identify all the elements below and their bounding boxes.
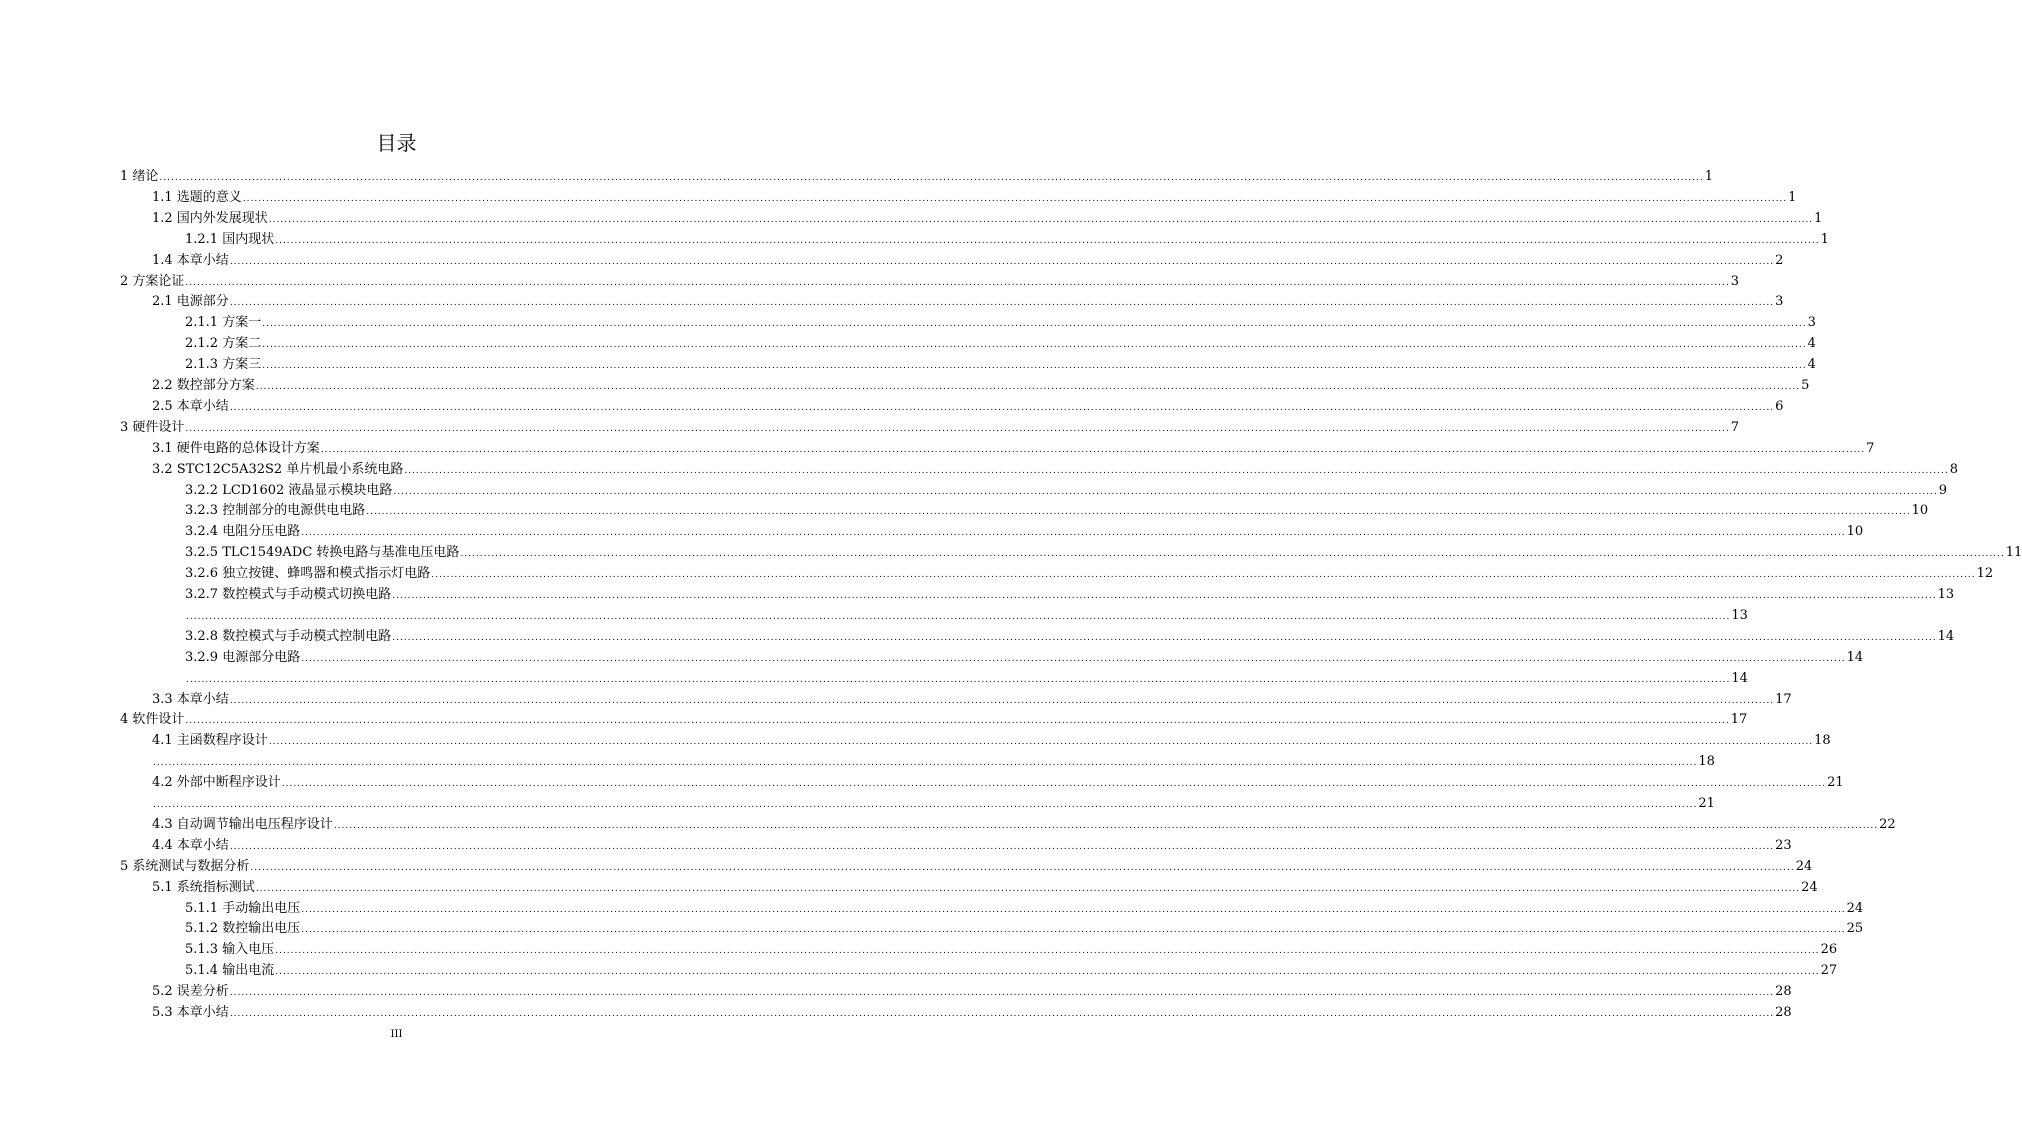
- page-number: III: [390, 1029, 403, 1040]
- toc-entry-label: 2 方案论证: [120, 273, 185, 289]
- toc-entry-page: 24: [1795, 858, 1813, 874]
- toc-leader-dots: ................................................................................................................................................................................................................................................................................................................................................................................................................: [275, 235, 1820, 246]
- toc-leader-dots: ................................................................................................................................................................................................................................................................................................................................................................................................................: [153, 800, 1698, 810]
- toc-leader-dots: ................................................................................................................................................................................................................................................................................................................................................................................................................: [393, 486, 1938, 497]
- toc-entry-label: 4 软件设计: [120, 712, 185, 728]
- toc-entry[interactable]: [152, 687, 1792, 708]
- toc-entry-page: 1: [1704, 169, 1714, 184]
- toc-leader-dots: ................................................................................................................................................................................................................................................................................................................................................................................................................: [185, 277, 1730, 288]
- toc-entry-label: 4.1 主函数程序设计: [152, 733, 268, 749]
- toc-entry-label: 3 硬件设计: [120, 419, 185, 435]
- toc-entry-label: 4.4 本章小结: [152, 837, 229, 853]
- toc-entry[interactable]: [185, 519, 1864, 540]
- toc-entry-page: 3: [1775, 294, 1784, 310]
- toc-leader-dots: ................................................................................................................................................................................................................................................................................................................................................................................................................: [301, 528, 1846, 539]
- toc-entry-page: 17: [1730, 712, 1748, 728]
- toc-entry-label: 2.1 电源部分: [152, 294, 229, 310]
- toc-entry[interactable]: [152, 812, 1896, 833]
- toc-leader-dots: ................................................................................................................................................................................................................................................................................................................................................................................................................: [392, 632, 1937, 643]
- toc-entry[interactable]: [152, 749, 1715, 770]
- toc-entry-page: 26: [1820, 942, 1838, 958]
- page-title: 目录: [376, 131, 417, 155]
- toc-leader-dots: ................................................................................................................................................................................................................................................................................................................................................................................................................: [229, 402, 1775, 413]
- toc-leader-dots: ................................................................................................................................................................................................................................................................................................................................................................................................................: [242, 193, 1788, 204]
- toc-entry[interactable]: [120, 854, 1813, 875]
- toc-entry-label: 5.1.2 数控输出电压: [185, 921, 301, 937]
- toc-leader-dots: ................................................................................................................................................................................................................................................................................................................................................................................................................: [185, 716, 1730, 727]
- toc-entry[interactable]: [120, 269, 1740, 290]
- toc-entry-page: 28: [1775, 984, 1792, 1000]
- toc-entry-page: 18: [1698, 754, 1715, 770]
- toc-leader-dots: ................................................................................................................................................................................................................................................................................................................................................................................................................: [186, 611, 1731, 622]
- toc-leader-dots: ................................................................................................................................................................................................................................................................................................................................................................................................................: [301, 904, 1846, 915]
- toc-entry[interactable]: [152, 206, 1823, 227]
- toc-entry-label: 5.2 误差分析: [152, 984, 229, 1000]
- toc-entry[interactable]: [185, 624, 1955, 645]
- toc-entry[interactable]: [185, 937, 1838, 958]
- toc-entry[interactable]: [185, 310, 1816, 331]
- toc-entry-label: 3.2.9 电源部分电路: [185, 649, 301, 665]
- toc-entry-page: 22: [1879, 816, 1896, 832]
- toc-entry-page: 4: [1807, 336, 1816, 352]
- toc-entry-label: 5.1.1 手动输出电压: [185, 900, 301, 916]
- toc-leader-dots: ................................................................................................................................................................................................................................................................................................................................................................................................................: [255, 382, 1801, 392]
- toc-entry[interactable]: [152, 791, 1715, 812]
- toc-leader-dots: ................................................................................................................................................................................................................................................................................................................................................................................................................: [268, 737, 1814, 748]
- toc-entry-label: 2.2 数控部分方案: [152, 378, 255, 393]
- toc-entry-label: 3.2.7 数控模式与手动模式切换电路: [185, 587, 392, 602]
- toc-entry[interactable]: [185, 227, 1829, 248]
- toc-entry-page: 13: [1731, 607, 1748, 623]
- toc-leader-dots: ................................................................................................................................................................................................................................................................................................................................................................................................................: [392, 591, 1937, 601]
- toc-entry-label: 3.2 STC12C5A32S2 单片机最小系统电路: [152, 461, 404, 477]
- toc-entry-page: 12: [1976, 566, 1994, 582]
- toc-entry[interactable]: [185, 331, 1816, 352]
- toc-entry[interactable]: [185, 916, 1864, 937]
- toc-entry-label: 2.1.3 方案三: [185, 357, 262, 373]
- toc-entry[interactable]: [185, 561, 1994, 582]
- toc-entry[interactable]: [185, 958, 1838, 979]
- toc-leader-dots: ................................................................................................................................................................................................................................................................................................................................................................................................................: [229, 1009, 1775, 1019]
- toc-entry[interactable]: [185, 645, 1864, 666]
- toc-entry-page: 7: [1866, 440, 1875, 456]
- toc-leader-dots: ................................................................................................................................................................................................................................................................................................................................................................................................................: [262, 340, 1807, 351]
- toc-entry-page: 24: [1801, 879, 1818, 895]
- toc-entry[interactable]: [185, 896, 1864, 917]
- toc-entry-page: 14: [1937, 628, 1955, 644]
- toc-entry[interactable]: [152, 394, 1784, 415]
- toc-entry-label: 2.1.2 方案二: [185, 336, 262, 352]
- toc-leader-dots: ................................................................................................................................................................................................................................................................................................................................................................................................................: [250, 862, 1795, 873]
- toc-leader-dots: ................................................................................................................................................................................................................................................................................................................................................................................................................: [159, 173, 1704, 183]
- toc-entry-page: 18: [1814, 733, 1831, 749]
- toc-entry-page: 11: [2005, 545, 2022, 561]
- toc-entry-page: 14: [1731, 670, 1748, 686]
- toc-entry-page: 14: [1846, 649, 1864, 665]
- toc-entry[interactable]: [185, 582, 1955, 603]
- toc-leader-dots: ................................................................................................................................................................................................................................................................................................................................................................................................................: [281, 779, 1827, 790]
- toc-leader-dots: ................................................................................................................................................................................................................................................................................................................................................................................................................: [229, 695, 1775, 706]
- toc-entry[interactable]: [152, 248, 1784, 269]
- toc-entry-page: 7: [1730, 419, 1740, 435]
- toc-entry[interactable]: [152, 436, 1875, 457]
- toc-leader-dots: ................................................................................................................................................................................................................................................................................................................................................................................................................: [333, 820, 1879, 831]
- toc-leader-dots: ................................................................................................................................................................................................................................................................................................................................................................................................................: [301, 925, 1846, 936]
- toc-leader-dots: ................................................................................................................................................................................................................................................................................................................................................................................................................: [404, 465, 1949, 476]
- toc-entry-label: 3.2.5 TLC1549ADC 转换电路与基准电压电路: [185, 545, 460, 561]
- toc-entry-page: 10: [1846, 524, 1864, 540]
- toc-leader-dots: ................................................................................................................................................................................................................................................................................................................................................................................................................: [301, 653, 1846, 664]
- toc-entry-page: 8: [1949, 461, 1958, 477]
- toc-entry-label: 3.2.4 电阻分压电路: [185, 524, 301, 540]
- toc-entry-page: 10: [1911, 503, 1929, 519]
- toc-entry-page: 9: [1938, 482, 1948, 498]
- toc-entry[interactable]: [152, 979, 1792, 1000]
- toc-entry-label: 5.3 本章小结: [152, 1005, 229, 1020]
- toc-entry-page: 27: [1820, 963, 1838, 979]
- toc-entry-label: 2.1.1 方案一: [185, 315, 262, 331]
- toc-entry-label: 5.1.3 输入电压: [185, 942, 275, 958]
- toc-entry-label: 4.2 外部中断程序设计: [152, 775, 281, 791]
- toc-leader-dots: ................................................................................................................................................................................................................................................................................................................................................................................................................: [320, 444, 1866, 455]
- toc-entry-label: 1.4 本章小结: [152, 252, 229, 268]
- toc-entry-page: 1: [1820, 231, 1829, 247]
- toc-entry[interactable]: [152, 770, 1844, 791]
- toc-entry[interactable]: [152, 185, 1797, 206]
- toc-entry-page: 6: [1775, 398, 1784, 414]
- toc-leader-dots: ................................................................................................................................................................................................................................................................................................................................................................................................................: [268, 214, 1814, 225]
- toc-leader-dots: ................................................................................................................................................................................................................................................................................................................................................................................................................: [153, 758, 1698, 769]
- toc-entry-page: 17: [1775, 691, 1792, 707]
- toc-entry-page: 4: [1807, 357, 1816, 373]
- toc-entry-label: 3.3 本章小结: [152, 691, 229, 707]
- toc-leader-dots: ................................................................................................................................................................................................................................................................................................................................................................................................................: [229, 298, 1775, 309]
- toc-leader-dots: ................................................................................................................................................................................................................................................................................................................................................................................................................: [275, 946, 1820, 957]
- toc-entry-label: 1.2 国内外发展现状: [152, 210, 268, 226]
- toc-entry-label: 1.2.1 国内现状: [185, 231, 275, 247]
- toc-entry[interactable]: [185, 603, 1748, 624]
- toc-leader-dots: ................................................................................................................................................................................................................................................................................................................................................................................................................: [262, 319, 1807, 330]
- toc-entry[interactable]: [152, 875, 1818, 896]
- toc-leader-dots: ................................................................................................................................................................................................................................................................................................................................................................................................................: [431, 570, 1976, 581]
- toc-entry-page: 1: [1788, 189, 1797, 205]
- toc-entry-page: 3: [1807, 315, 1816, 331]
- toc-leader-dots: ................................................................................................................................................................................................................................................................................................................................................................................................................: [262, 361, 1807, 372]
- toc-entry[interactable]: [152, 289, 1784, 310]
- toc-entry[interactable]: [152, 373, 1810, 394]
- toc-entry[interactable]: [185, 666, 1748, 687]
- toc-entry-page: 13: [1937, 587, 1955, 602]
- toc-entry-label: 1.1 选题的意义: [152, 189, 242, 205]
- toc-entry[interactable]: [120, 415, 1740, 436]
- toc-leader-dots: ................................................................................................................................................................................................................................................................................................................................................................................................................: [366, 507, 1911, 518]
- toc-entry-label: 3.2.2 LCD1602 液晶显示模块电路: [185, 482, 393, 498]
- toc-entry-label: 4.3 自动调节输出电压程序设计: [152, 816, 333, 832]
- toc-entry-page: 21: [1698, 796, 1715, 811]
- toc-entry[interactable]: [185, 498, 1929, 519]
- toc-entry-label: 1 绪论: [120, 169, 159, 184]
- toc-entry[interactable]: [152, 457, 1958, 478]
- toc-entry-page: 24: [1846, 900, 1864, 916]
- toc-entry[interactable]: [120, 707, 1748, 728]
- toc-entry-page: 25: [1846, 921, 1864, 937]
- toc-leader-dots: ................................................................................................................................................................................................................................................................................................................................................................................................................: [186, 674, 1731, 685]
- toc-entry-label: 3.1 硬件电路的总体设计方案: [152, 440, 320, 456]
- toc-entry-page: 1: [1814, 210, 1823, 226]
- toc-entry-label: 5.1.4 输出电流: [185, 963, 275, 979]
- toc-leader-dots: ................................................................................................................................................................................................................................................................................................................................................................................................................: [185, 423, 1730, 434]
- toc-entry[interactable]: [185, 478, 1948, 499]
- toc-entry-page: 2: [1775, 252, 1784, 268]
- toc-leader-dots: ................................................................................................................................................................................................................................................................................................................................................................................................................: [229, 988, 1775, 999]
- toc-entry[interactable]: [185, 540, 2022, 561]
- toc-leader-dots: ................................................................................................................................................................................................................................................................................................................................................................................................................: [229, 841, 1775, 852]
- toc-entry-label: 5.1 系统指标测试: [152, 879, 255, 895]
- toc-entry-page: 21: [1827, 775, 1844, 791]
- toc-entry-page: 23: [1775, 837, 1792, 853]
- toc-leader-dots: ................................................................................................................................................................................................................................................................................................................................................................................................................: [460, 549, 2005, 560]
- toc-entry-label: 5 系统测试与数据分析: [120, 858, 250, 874]
- toc-entry-label: 3.2.3 控制部分的电源供电电路: [185, 503, 366, 519]
- toc-leader-dots: ................................................................................................................................................................................................................................................................................................................................................................................................................: [275, 967, 1820, 978]
- toc-entry-page: 28: [1775, 1005, 1792, 1020]
- toc-entry[interactable]: [120, 164, 1714, 185]
- toc-entry-label: 3.2.6 独立按键、蜂鸣器和模式指示灯电路: [185, 566, 431, 582]
- toc-entry-label: 3.2.8 数控模式与手动模式控制电路: [185, 628, 392, 644]
- toc-leader-dots: ................................................................................................................................................................................................................................................................................................................................................................................................................: [255, 883, 1801, 894]
- toc-entry-label: 2.5 本章小结: [152, 398, 229, 414]
- toc-entry-page: 5: [1801, 378, 1810, 393]
- toc-entry[interactable]: [152, 1000, 1792, 1021]
- toc-entry[interactable]: [152, 833, 1792, 854]
- toc-entry[interactable]: [185, 352, 1816, 373]
- toc-entry[interactable]: [152, 728, 1831, 749]
- toc-leader-dots: ................................................................................................................................................................................................................................................................................................................................................................................................................: [229, 256, 1775, 267]
- toc-entry-page: 3: [1730, 273, 1740, 289]
